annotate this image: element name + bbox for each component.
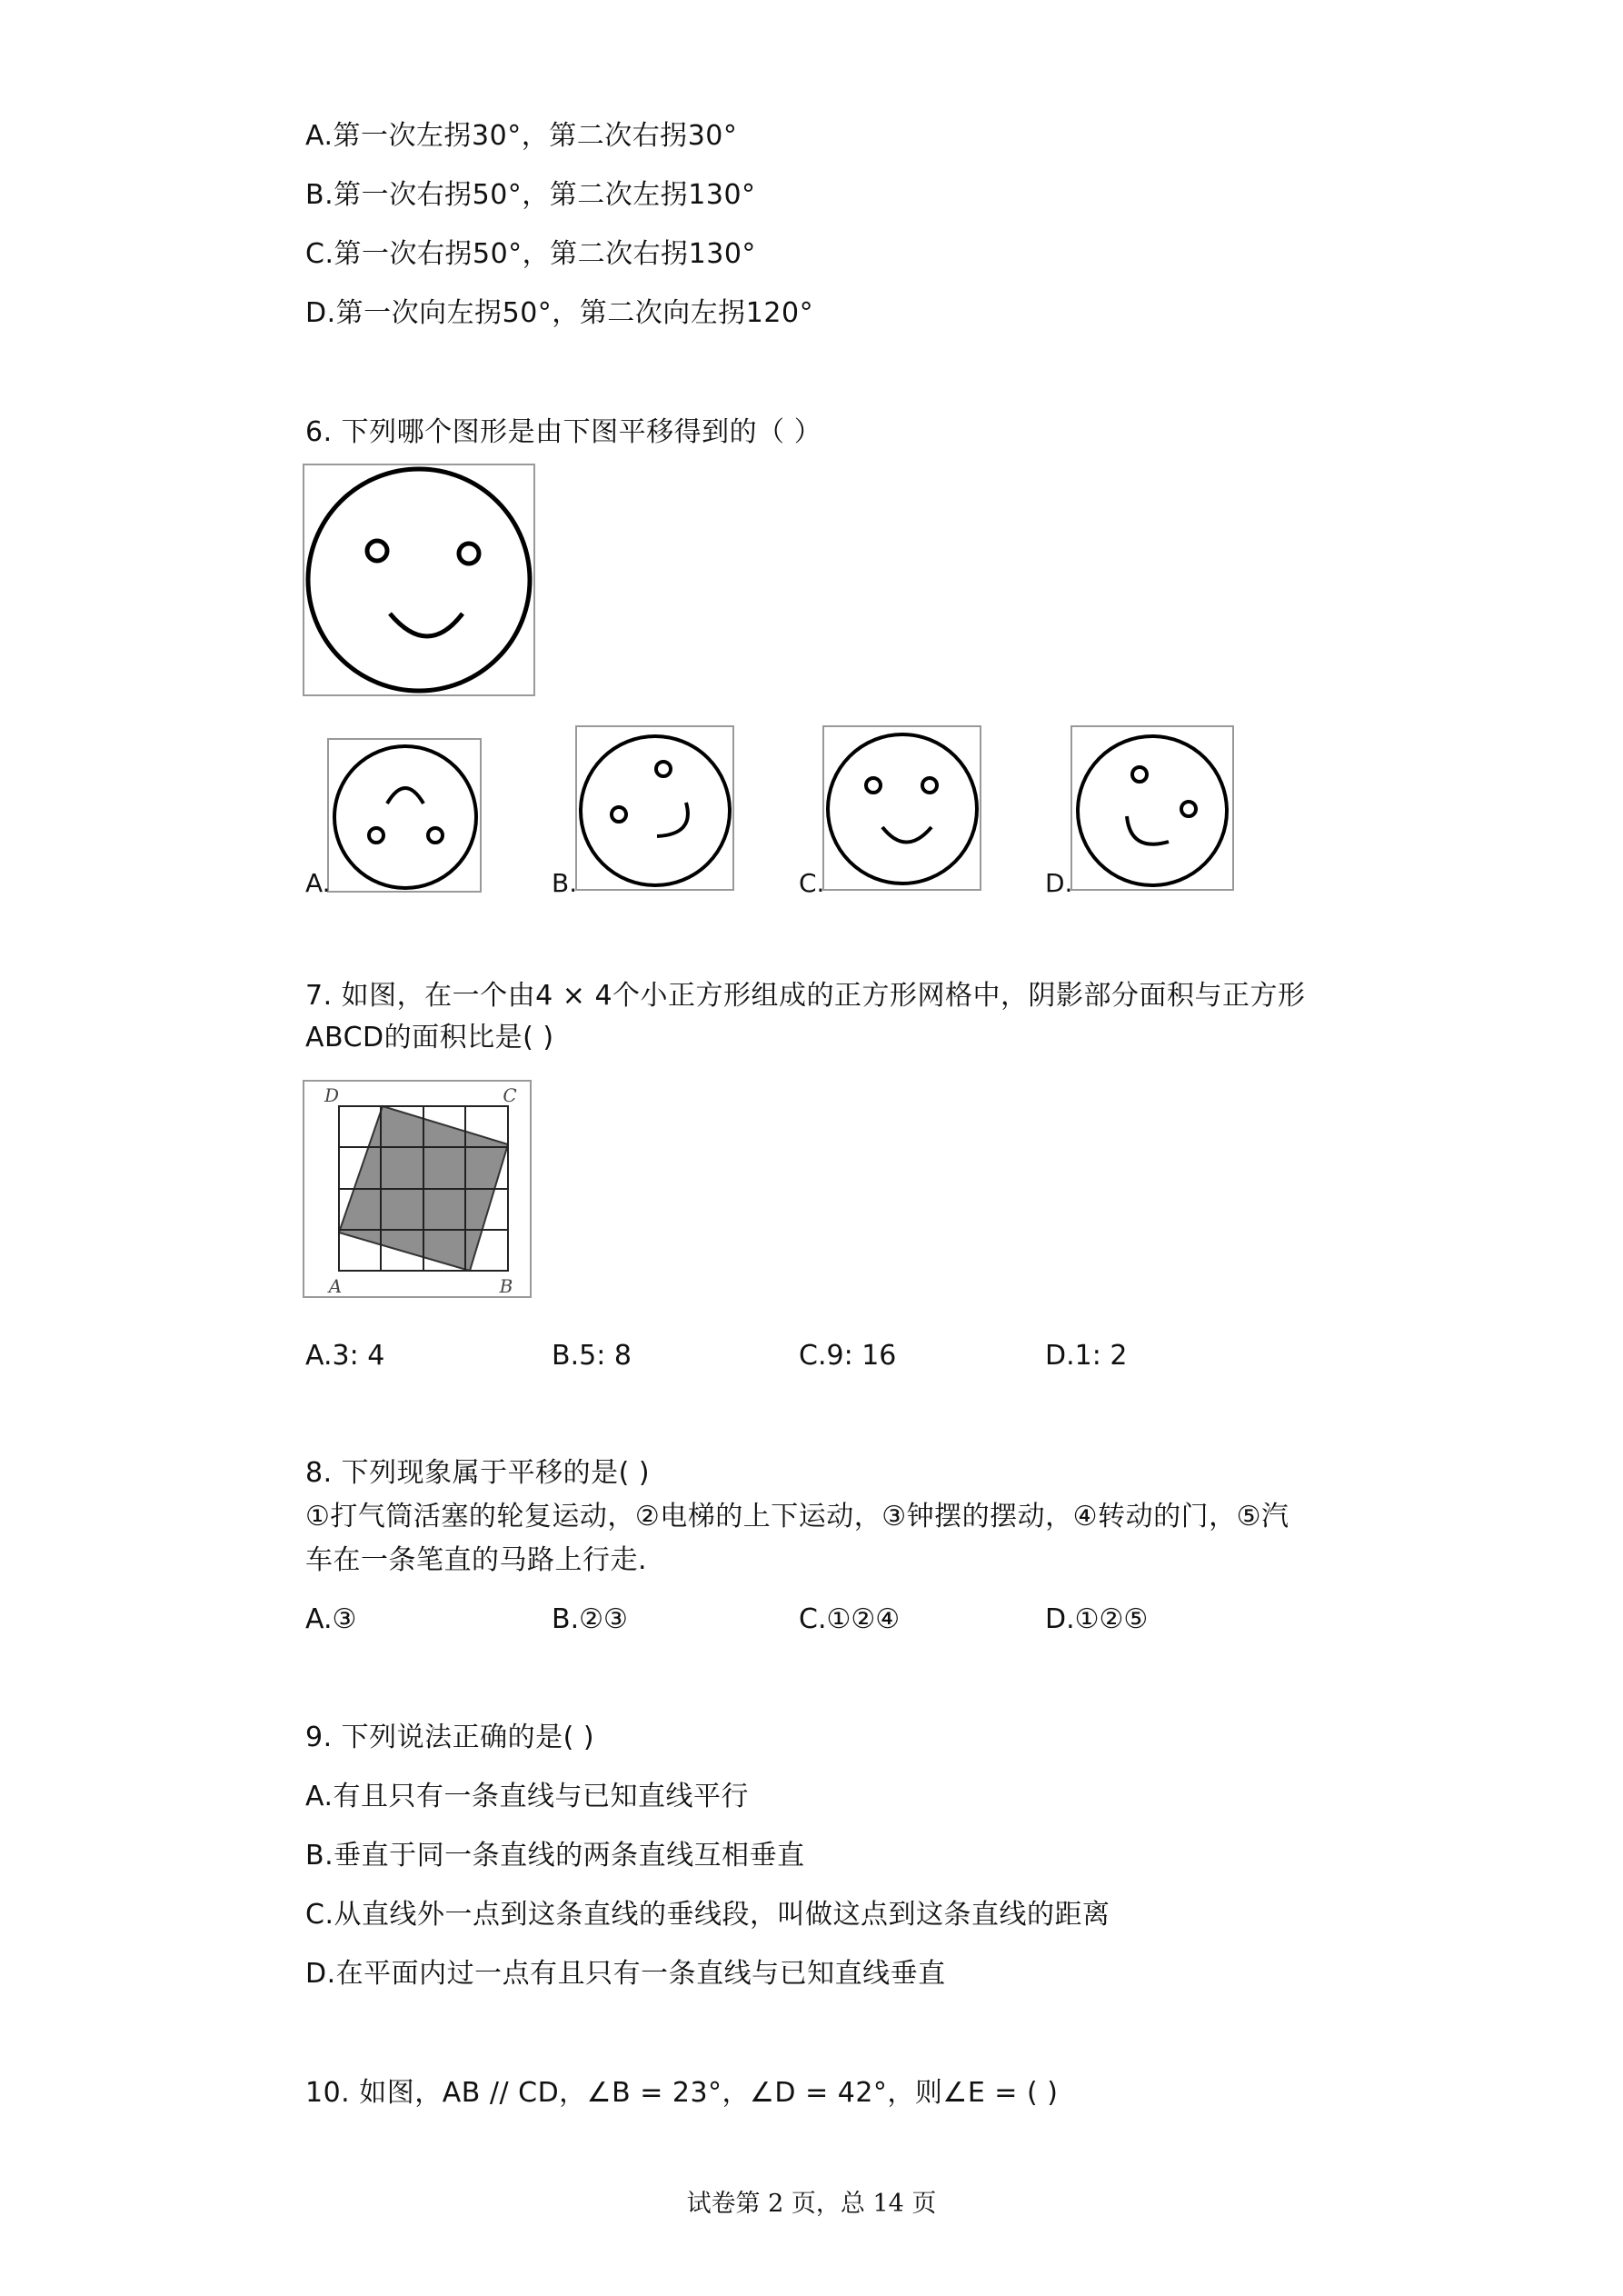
q7-option-c[interactable]: C.9: 16 xyxy=(799,1340,897,1372)
q7-stem-line2: ABCD的面积比是( ) xyxy=(305,1022,554,1053)
q5-option-a: A.第一次左拐30°，第二次右拐30° xyxy=(305,120,738,152)
q7-option-a[interactable]: A.3: 4 xyxy=(305,1340,385,1372)
q6-option-b-face[interactable] xyxy=(575,725,734,891)
q9-stem: 9. 下列说法正确的是( ) xyxy=(305,1722,595,1753)
q7-grid-figure xyxy=(303,1080,532,1298)
q6-option-b-label: B. xyxy=(552,868,578,898)
q9-option-d[interactable]: D.在平面内过一点有且只有一条直线与已知直线垂直 xyxy=(305,1958,946,1990)
q6-reference-face-figure xyxy=(303,464,535,696)
q9-option-c[interactable]: C.从直线外一点到这条直线的垂线段，叫做这点到这条直线的距离 xyxy=(305,1899,1110,1931)
q8-line3: 车在一条笔直的马路上行走. xyxy=(305,1544,648,1576)
q7-label-a: A xyxy=(328,1275,343,1297)
q5-option-d: D.第一次向左拐50°，第二次向左拐120° xyxy=(305,297,814,329)
q10-stem: 10. 如图，AB // CD，∠B = 23°，∠D = 42°，则∠E = ( ) xyxy=(305,2077,1059,2109)
q9-option-b[interactable]: B.垂直于同一条直线的两条直线互相垂直 xyxy=(305,1840,805,1872)
q8-line2: ①打气筒活塞的轮复运动，②电梯的上下运动，③钟摆的摆动，④转动的门，⑤汽 xyxy=(305,1501,1289,1532)
q6-option-c-label: C. xyxy=(799,868,825,898)
q7-options xyxy=(305,1338,1396,1374)
q6-option-d-face[interactable] xyxy=(1070,725,1234,891)
q7-option-d[interactable]: D.1: 2 xyxy=(1045,1340,1128,1372)
q8-option-c[interactable]: C.①②④ xyxy=(799,1603,901,1635)
page-footer: 试卷第 2 页，总 14 页 xyxy=(686,2190,937,2218)
q6-stem: 6. 下列哪个图形是由下图平移得到的（ ） xyxy=(305,416,822,448)
q6-option-a-label: A. xyxy=(305,868,331,898)
q7-option-b[interactable]: B.5: 8 xyxy=(552,1340,632,1372)
q7-stem-line1: 7. 如图，在一个由4 × 4个小正方形组成的正方形网格中，阴影部分面积与正方形 xyxy=(305,980,1306,1012)
q6-option-d-label: D. xyxy=(1045,868,1073,898)
q8-stem: 8. 下列现象属于平移的是( ) xyxy=(305,1457,651,1489)
q5-option-b: B.第一次右拐50°，第二次左拐130° xyxy=(305,179,756,211)
q7-label-b: B xyxy=(499,1275,513,1297)
q7-label-c: C xyxy=(503,1084,517,1106)
q8-option-b[interactable]: B.②③ xyxy=(552,1603,628,1635)
q6-option-c-face[interactable] xyxy=(822,725,981,891)
q8-option-a[interactable]: A.③ xyxy=(305,1603,357,1635)
q7-label-d: D xyxy=(324,1084,340,1106)
q9-option-a[interactable]: A.有且只有一条直线与已知直线平行 xyxy=(305,1781,750,1812)
q5-option-c: C.第一次右拐50°，第二次右拐130° xyxy=(305,238,756,270)
q8-option-d[interactable]: D.①②⑤ xyxy=(1045,1603,1149,1635)
q8-options xyxy=(305,1602,1396,1638)
q6-option-a-face[interactable] xyxy=(327,738,482,893)
